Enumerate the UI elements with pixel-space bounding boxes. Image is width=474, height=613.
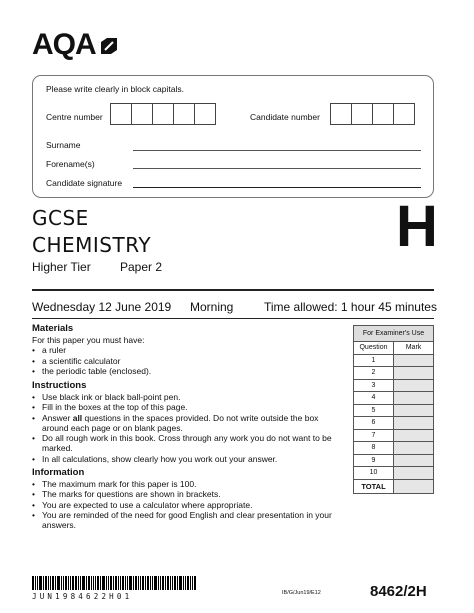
mark-cell	[394, 429, 434, 442]
barcode-bar	[68, 576, 69, 590]
table-row	[354, 354, 434, 367]
table-row	[354, 392, 434, 405]
signature-line[interactable]	[133, 187, 421, 188]
barcode-bar	[194, 576, 196, 590]
list-item: • You are reminded of the need for good English and clear presentation in your answers.	[32, 510, 347, 531]
barcode-bar	[122, 576, 124, 590]
examiner-table	[353, 325, 434, 494]
information-section	[32, 467, 347, 530]
mark-cell	[394, 417, 434, 430]
mark-cell	[394, 354, 434, 367]
barcode-bar	[142, 576, 144, 590]
aqa-logo	[32, 30, 119, 60]
barcode-bar	[43, 576, 44, 590]
date-rule	[32, 318, 434, 319]
barcode-bar	[192, 576, 193, 590]
barcode-bar	[174, 576, 176, 590]
table-row	[354, 442, 434, 455]
candidate-number-label: Candidate number	[250, 112, 320, 122]
centre-number-boxes[interactable]	[110, 103, 215, 125]
barcode-bar	[48, 576, 49, 590]
barcode-bar	[75, 576, 77, 590]
barcode-bar	[110, 576, 112, 590]
mark-cell	[394, 442, 434, 455]
barcode-bar	[106, 576, 107, 590]
barcode-bar	[35, 576, 36, 590]
qualification: GCSE	[32, 206, 89, 230]
candidate-digit-box[interactable]	[393, 103, 415, 125]
barcode-bar	[183, 576, 184, 590]
header-rule	[32, 289, 434, 291]
barcode-bar	[108, 576, 109, 590]
barcode-bar	[118, 576, 119, 590]
barcode-bar	[129, 576, 132, 590]
table-row	[354, 379, 434, 392]
materials-intro: For this paper you must have:	[32, 335, 145, 345]
materials-heading: Materials	[32, 323, 74, 334]
barcode-bar	[127, 576, 128, 590]
table-row	[354, 454, 434, 467]
aqa-logo-mark-icon	[99, 36, 119, 56]
forename-label: Forename(s)	[46, 159, 95, 169]
barcode-bar	[78, 576, 79, 590]
question-number-cell: 7	[354, 429, 394, 442]
total-label: TOTAL	[354, 479, 394, 493]
barcode-bar	[93, 576, 94, 590]
table-row	[354, 417, 434, 430]
exam-session: Morning	[190, 300, 234, 314]
barcode-bar	[160, 576, 161, 590]
barcode-bar	[65, 576, 67, 590]
mark-cell	[394, 379, 434, 392]
exam-date: Wednesday 12 June 2019	[32, 300, 172, 314]
total-mark-cell	[394, 479, 434, 493]
barcode-bar	[55, 576, 56, 590]
signature-label: Candidate signature	[46, 178, 123, 188]
barcode-bar	[170, 576, 171, 590]
barcode-bar	[120, 576, 121, 590]
list-item: • the periodic table (enclosed).	[32, 366, 347, 376]
logo-text: AQA	[32, 28, 96, 61]
question-number-cell: 5	[354, 404, 394, 417]
tier-name: Higher Tier	[32, 260, 91, 274]
surname-line[interactable]	[133, 150, 421, 151]
question-number-cell: 9	[354, 454, 394, 467]
barcode-bar	[72, 576, 74, 590]
list-item: • Answer all questions in the spaces provided. Do not write outside the box around each page or on blank pages.	[32, 413, 347, 434]
question-number-cell: 10	[354, 467, 394, 480]
barcode-bar	[154, 576, 157, 590]
centre-digit-box[interactable]	[110, 103, 132, 125]
barcode-bar	[61, 576, 62, 590]
barcode-bar	[140, 576, 141, 590]
paper-code: 8462/2H	[370, 583, 427, 600]
list-item: • Do all rough work in this book. Cross through any work you do not want to be marked.	[32, 433, 347, 454]
paper-reference: IB/G/Jun19/E12	[282, 590, 321, 596]
barcode-bar	[172, 576, 173, 590]
centre-digit-box[interactable]	[173, 103, 195, 125]
information-heading: Information	[32, 467, 85, 478]
list-item: • The marks for questions are shown in brackets.	[32, 489, 347, 499]
form-hint: Please write clearly in block capitals.	[46, 84, 184, 94]
barcode-bar	[187, 576, 189, 590]
barcode-bar	[52, 576, 54, 590]
list-item: • The maximum mark for this paper is 100.	[32, 479, 347, 489]
list-item: • Use black ink or black ball-point pen.	[32, 392, 347, 402]
barcode-bar	[177, 576, 178, 590]
instructions-list	[32, 392, 347, 464]
barcode-bar	[37, 576, 38, 590]
barcode-bar	[167, 576, 169, 590]
barcode-bar	[138, 576, 139, 590]
materials-list	[32, 345, 347, 376]
question-number-cell: 1	[354, 354, 394, 367]
barcode-bar	[32, 576, 34, 590]
table-row	[354, 404, 434, 417]
mark-cell	[394, 367, 434, 380]
barcode-bar	[125, 576, 126, 590]
barcode-bar	[57, 576, 60, 590]
barcode-bar	[39, 576, 42, 590]
list-item: • Fill in the boxes at the top of this page.	[32, 402, 347, 412]
barcode-bar	[70, 576, 71, 590]
barcode-bar	[147, 576, 149, 590]
surname-label: Surname	[46, 140, 81, 150]
barcode-bar	[133, 576, 134, 590]
barcode-bar	[50, 576, 51, 590]
barcode-bar	[80, 576, 81, 590]
candidate-details-box	[32, 75, 434, 198]
question-number-cell: 8	[354, 442, 394, 455]
barcode-bar	[158, 576, 159, 590]
tier-letter: H	[396, 194, 438, 259]
candidate-number-boxes[interactable]	[330, 103, 414, 125]
barcode-bar	[82, 576, 85, 590]
list-item: • You are expected to use a calculator where appropriate.	[32, 500, 347, 510]
subject: CHEMISTRY	[32, 233, 152, 257]
candidate-digit-box[interactable]	[372, 103, 394, 125]
mark-column-header: Mark	[394, 342, 434, 355]
barcode-bar	[190, 576, 191, 590]
forename-line[interactable]	[133, 168, 421, 169]
barcode-bar	[97, 576, 99, 590]
question-number-cell: 3	[354, 379, 394, 392]
question-number-cell: 6	[354, 417, 394, 430]
candidate-digit-box[interactable]	[351, 103, 373, 125]
barcode-bar	[162, 576, 164, 590]
barcode-bar	[135, 576, 137, 590]
question-number-cell: 2	[354, 367, 394, 380]
barcode-bar	[63, 576, 64, 590]
barcode-bar	[86, 576, 87, 590]
barcode-bar	[179, 576, 182, 590]
centre-number-label: Centre number	[46, 112, 103, 122]
barcode-bar	[45, 576, 47, 590]
candidate-digit-box[interactable]	[330, 103, 352, 125]
barcode-bar	[91, 576, 92, 590]
information-list	[32, 479, 347, 530]
barcode-bar	[95, 576, 96, 590]
table-row	[354, 467, 434, 480]
barcode-bar	[113, 576, 114, 590]
list-item: • a ruler	[32, 345, 347, 355]
barcode-bar	[115, 576, 117, 590]
centre-digit-box[interactable]	[194, 103, 216, 125]
examiner-table-rows	[354, 354, 434, 479]
mark-cell	[394, 467, 434, 480]
barcode-bar	[100, 576, 101, 590]
centre-digit-box[interactable]	[152, 103, 174, 125]
barcode-bar	[152, 576, 153, 590]
centre-digit-box[interactable]	[131, 103, 153, 125]
barcode-bar	[102, 576, 105, 590]
list-item: • In all calculations, show clearly how you work out your answer.	[32, 454, 347, 464]
mark-cell	[394, 404, 434, 417]
question-column-header: Question	[354, 342, 394, 355]
barcode-bar	[165, 576, 166, 590]
table-row	[354, 367, 434, 380]
barcode-bar	[88, 576, 90, 590]
table-row	[354, 429, 434, 442]
list-item: • a scientific calculator	[32, 356, 347, 366]
time-allowed: Time allowed: 1 hour 45 minutes	[264, 300, 437, 314]
mark-cell	[394, 454, 434, 467]
barcode-bar	[185, 576, 186, 590]
mark-cell	[394, 392, 434, 405]
paper-number: Paper 2	[120, 260, 163, 274]
instructions-section	[32, 380, 347, 464]
barcode-bar	[145, 576, 146, 590]
exam-title	[32, 205, 151, 259]
examiner-table-title: For Examiner's Use	[354, 326, 434, 342]
barcode-bar	[150, 576, 151, 590]
question-number-cell: 4	[354, 392, 394, 405]
materials-section	[32, 323, 347, 376]
barcode	[32, 576, 197, 590]
instructions-heading: Instructions	[32, 380, 87, 391]
barcode-text: JUN1984622H01	[32, 592, 133, 601]
